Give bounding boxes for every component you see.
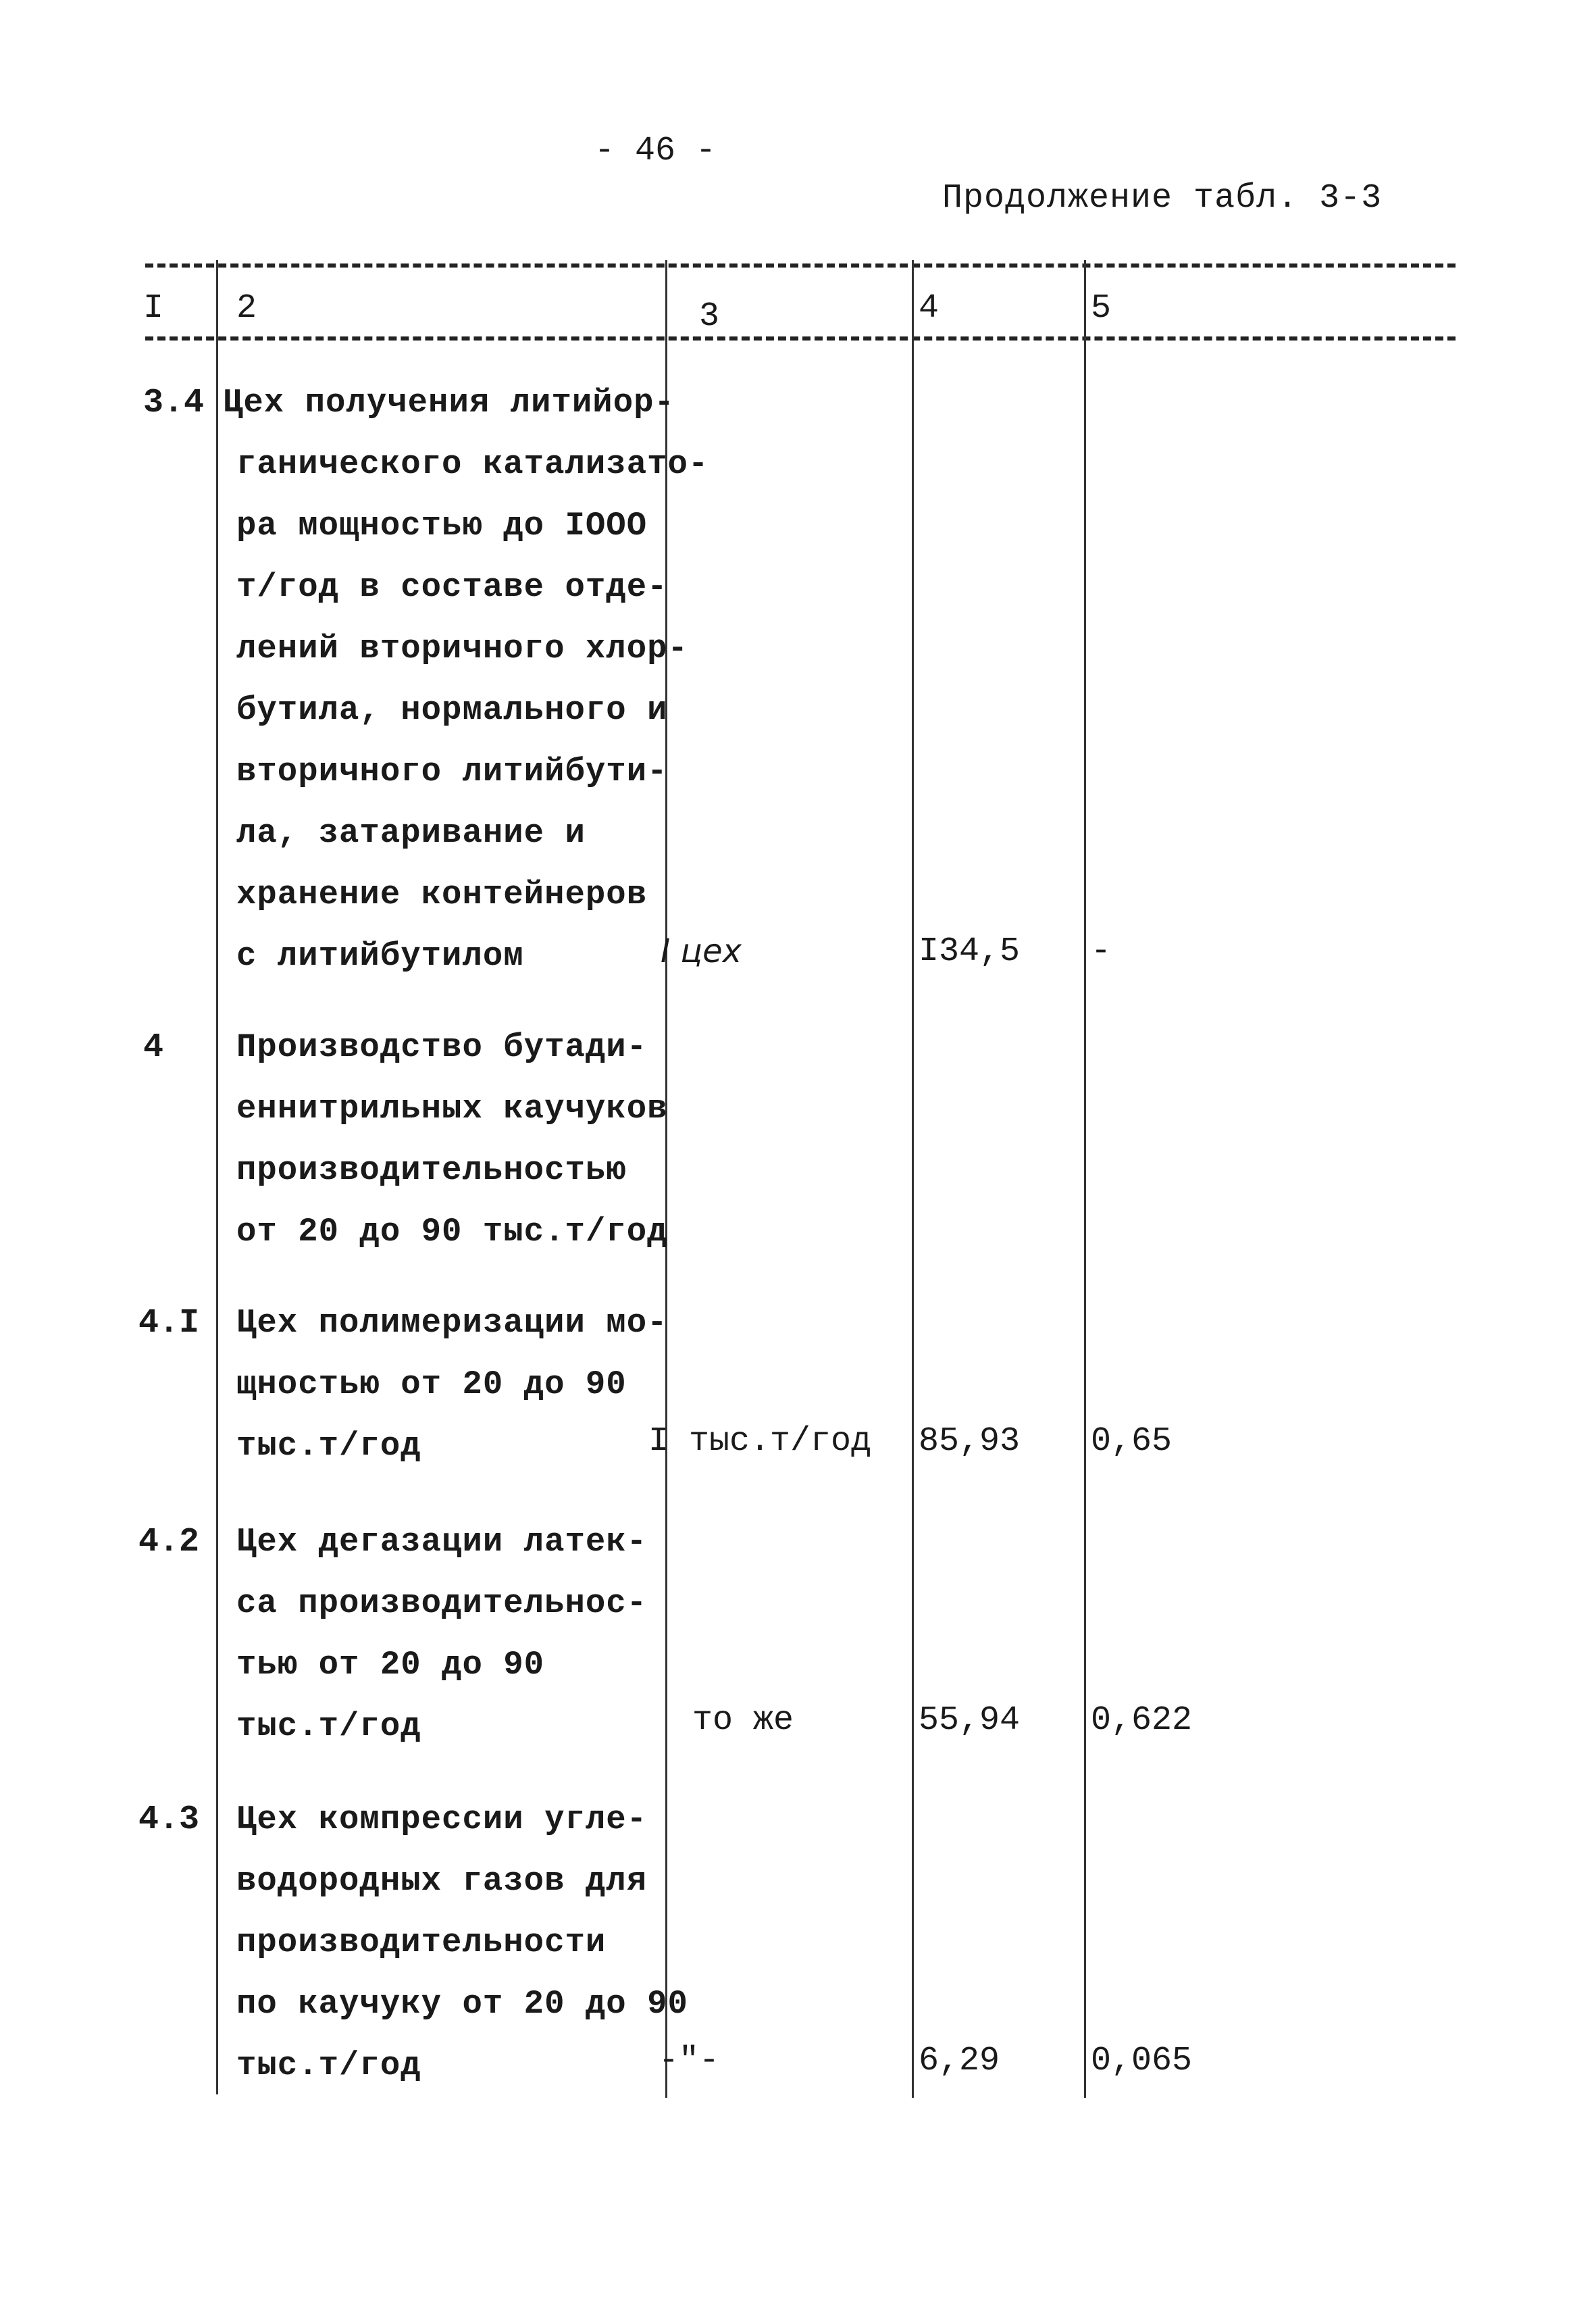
row-text-line: ла, затаривание и bbox=[236, 814, 586, 852]
row-text-line: по каучуку от 20 до 90 bbox=[236, 1985, 688, 2023]
column-header-3: 3 bbox=[699, 297, 720, 336]
row-unit-handwritten: I цех bbox=[661, 932, 742, 970]
row-text-line: ра мощностью до IOOO bbox=[236, 507, 648, 545]
row-text-line: Цех компрессии угле- bbox=[236, 1801, 648, 1838]
page-number: - 46 - bbox=[594, 132, 717, 170]
row-text-line: водородных газов для bbox=[236, 1862, 648, 1900]
row-unit: -"- bbox=[659, 2042, 720, 2080]
row-text-line: еннитрильных каучуков bbox=[236, 1090, 668, 1128]
row-value-col4: I34,5 bbox=[919, 932, 1021, 971]
row-unit: I тыс.т/год bbox=[648, 1422, 872, 1461]
row-number: 4.I bbox=[138, 1304, 200, 1342]
row-text-line: лений вторичного хлор- bbox=[236, 630, 688, 668]
row-value-col5: 0,622 bbox=[1091, 1701, 1193, 1740]
row-number: 3.4 bbox=[143, 384, 205, 422]
row-number: 4 bbox=[143, 1028, 164, 1067]
row-text-line: производительности bbox=[236, 1923, 607, 1961]
row-value-col5: 0,65 bbox=[1091, 1422, 1173, 1461]
row-value-col5: - bbox=[1091, 932, 1112, 971]
table-header-rule bbox=[145, 336, 1456, 341]
row-text-line: с литийбутилом bbox=[236, 937, 524, 975]
row-text-line: Цех дегазации латек- bbox=[236, 1523, 648, 1561]
row-text-line: тыс.т/год bbox=[236, 2046, 421, 2084]
row-value-col4: 55,94 bbox=[919, 1701, 1021, 1740]
column-header-2: 2 bbox=[236, 289, 257, 328]
row-text-line: вторичного литийбути- bbox=[236, 753, 668, 790]
column-divider-1 bbox=[216, 260, 218, 2094]
row-text-line: тью от 20 до 90 bbox=[236, 1646, 545, 1684]
column-divider-3 bbox=[912, 260, 914, 2098]
row-unit: то же bbox=[692, 1701, 794, 1740]
column-divider-4 bbox=[1084, 260, 1086, 2098]
table-continuation-title: Продолжение табл. 3-3 bbox=[942, 179, 1383, 218]
row-number: 4.3 bbox=[138, 1801, 200, 1839]
row-text-line: ганического катализато- bbox=[236, 445, 709, 483]
table-top-rule bbox=[145, 263, 1456, 268]
row-text-line: от 20 до 90 тыс.т/год bbox=[236, 1213, 668, 1251]
row-value-col4: 85,93 bbox=[919, 1422, 1021, 1461]
row-text-line: щностью от 20 до 90 bbox=[236, 1365, 627, 1403]
row-text-line: са производительнос- bbox=[236, 1584, 648, 1622]
column-divider-2 bbox=[665, 260, 667, 2098]
row-text-line: Цех полимеризации мо- bbox=[236, 1304, 668, 1342]
row-text-line: бутила, нормального и bbox=[236, 691, 668, 729]
row-value-col4: 6,29 bbox=[919, 2042, 1000, 2080]
row-text-line: т/год в составе отде- bbox=[236, 568, 668, 606]
row-text-line: производительностью bbox=[236, 1151, 627, 1189]
column-header-1: I bbox=[143, 289, 164, 328]
row-text-line: тыс.т/год bbox=[236, 1427, 421, 1465]
column-header-5: 5 bbox=[1091, 289, 1112, 328]
row-number: 4.2 bbox=[138, 1523, 200, 1561]
row-text-line: Цех получения литийор- bbox=[223, 384, 675, 422]
row-text-line: Производство бутади- bbox=[236, 1028, 648, 1066]
row-value-col5: 0,065 bbox=[1091, 2042, 1193, 2080]
row-text-line: хранение контейнеров bbox=[236, 876, 648, 913]
column-header-4: 4 bbox=[919, 289, 939, 328]
row-text-line: тыс.т/год bbox=[236, 1707, 421, 1745]
